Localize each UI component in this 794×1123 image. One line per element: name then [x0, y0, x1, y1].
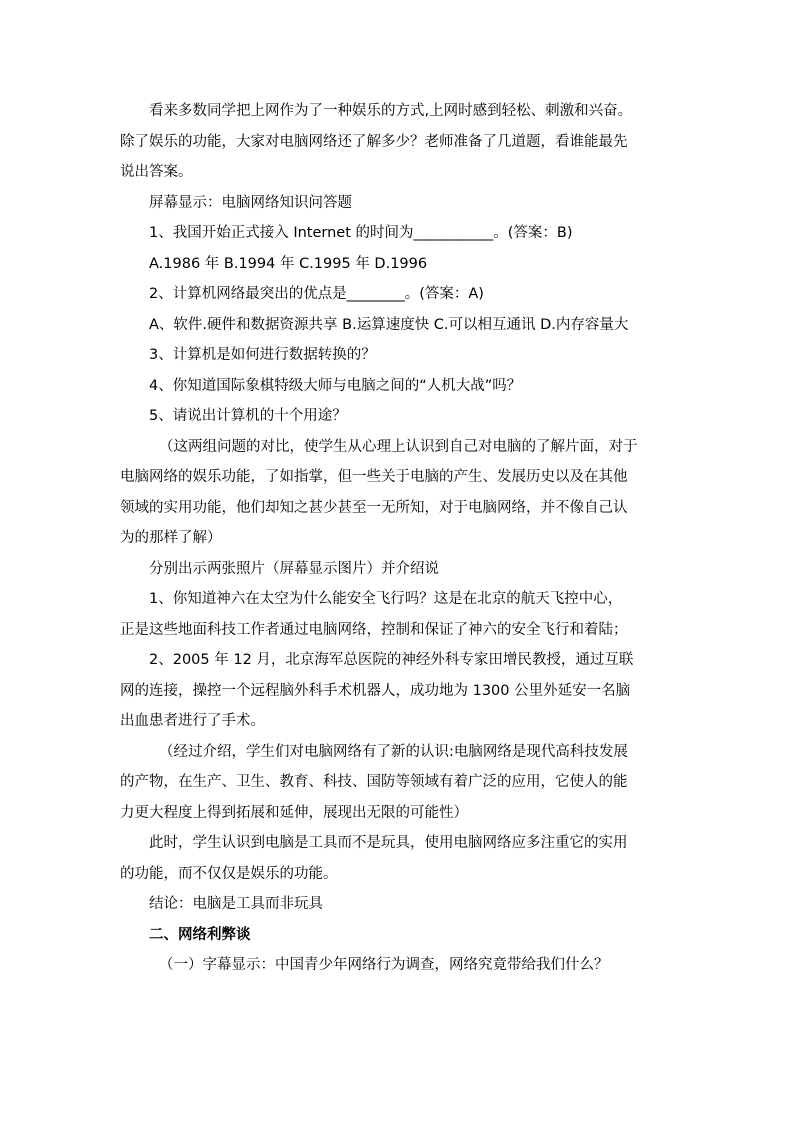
- paragraph-line: 正是这些地面科技工作者通过电脑网络，控制和保证了神六的安全飞行和着陆；: [120, 621, 628, 638]
- subsection-line: （一）字幕显示：中国青少年网络行为调查，网络究竟带给我们什么？: [159, 957, 609, 973]
- paragraph-line: 为的那样了解）: [120, 530, 222, 546]
- paragraph-line: 的功能，而不仅仅是娱乐的功能。: [120, 865, 338, 882]
- question-2: 2、计算机网络最突出的优点是________。(答案：A): [149, 286, 484, 302]
- document-body: [120, 96, 676, 981]
- paragraph-line: 此时，学生认识到电脑是工具而不是玩具，使用电脑网络应多注重它的实用: [149, 835, 628, 851]
- screen-display-line: 屏幕显示：电脑网络知识问答题: [149, 194, 352, 211]
- paragraph-line: （这两组问题的对比，使学生从心理上认识到自己对电脑的了解片面，对于: [159, 438, 638, 455]
- paragraph-line: 分别出示两张照片（屏幕显示图片）并介绍说: [149, 560, 439, 577]
- question-4: 4、你知道国际象棋特级大师与电脑之间的“人机大战”吗？: [149, 377, 522, 394]
- paragraph-line: 看来多数同学把上网作为了一种娱乐的方式,上网时感到轻松、刺激和兴奋。: [149, 103, 633, 119]
- photo-item-2: 2、2005 年 12 月，北京海军总医院的神经外科专家田增民教授，通过互联: [149, 652, 634, 668]
- photo-item-1: 1、你知道神六在太空为什么能安全飞行吗？这是在北京的航天飞控中心，: [149, 591, 623, 607]
- question-2-options: A、软件.硬件和数据资源共享 B.运算速度快 C.可以相互通讯 D.内存容量大: [149, 316, 629, 333]
- question-1-options: A.1986 年 B.1994 年 C.1995 年 D.1996: [149, 255, 428, 272]
- question-3: 3、计算机是如何进行数据转换的？: [149, 347, 376, 363]
- paragraph-line: 的产物，在生产、卫生、教育、科技、国防等领域有着广泛的应用，它使人的能: [120, 774, 628, 790]
- question-5: 5、请说出计算机的十个用途？: [149, 408, 347, 424]
- paragraph-line: 说出答案。: [120, 164, 193, 180]
- question-1: 1、我国开始正式接入 Internet 的时间为___________。(答案：B): [149, 225, 573, 241]
- conclusion-line: 结论：电脑是工具而非玩具: [149, 896, 323, 912]
- paragraph-line: 电脑网络的娱乐功能，了如指掌，但一些关于电脑的产生、发展历史以及在其他: [120, 469, 628, 485]
- paragraph-line: 力更大程度上得到拓展和延伸，展现出无限的可能性）: [120, 804, 468, 821]
- paragraph-line: 网的连接，操控一个远程脑外科手术机器人，成功地为 1300 公里外延安一名脑: [120, 682, 631, 699]
- paragraph-line: 除了娱乐的功能，大家对电脑网络还了解多少？老师准备了几道题，看谁能最先: [120, 133, 628, 150]
- paragraph-line: （经过介绍，学生们对电脑网络有了新的认识:电脑网络是现代高科技发展: [159, 743, 628, 760]
- paragraph-line: 出血患者进行了手术。: [120, 713, 265, 729]
- section-heading: 二、网络利弊谈: [149, 926, 251, 943]
- paragraph-line: 领域的实用功能，他们却知之甚少甚至一无所知，对于电脑网络，并不像自己认: [120, 499, 628, 516]
